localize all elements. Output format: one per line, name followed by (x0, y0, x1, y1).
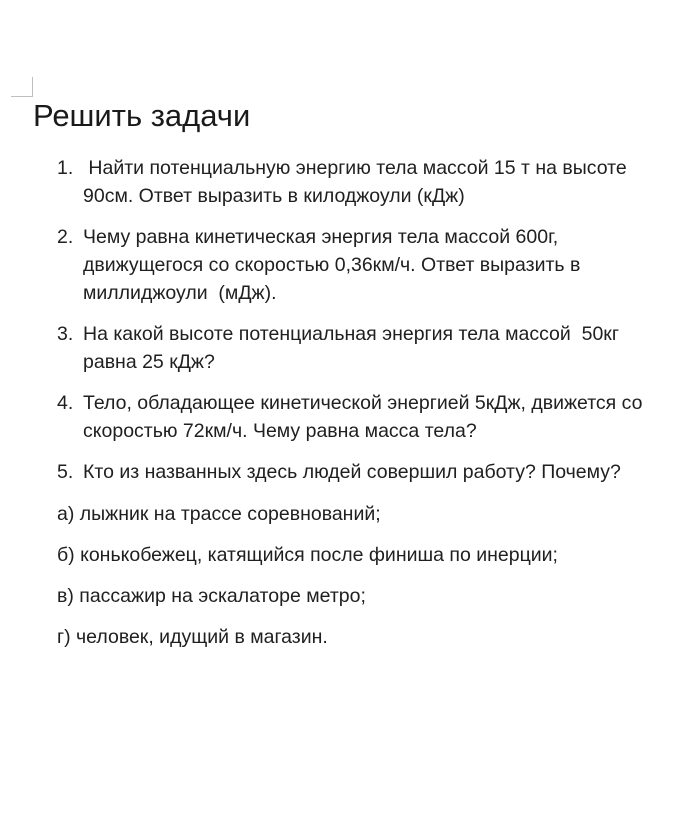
task-number: 4. (57, 392, 74, 414)
corner-marker-vertical (32, 77, 33, 97)
task-line: Кто из названных здесь людей совершил работу? Почему? (83, 461, 621, 483)
task-line: равна 25 кДж? (83, 351, 215, 373)
task-line: скоростью 72км/ч. Чему равна масса тела? (83, 420, 477, 442)
task-item-5 (0, 458, 681, 486)
task-number: 3. (57, 323, 74, 345)
task-item-2 (0, 223, 681, 307)
task-text (83, 223, 663, 307)
task-line: Чему равна кинетическая энергия тела массой 600г, (83, 226, 559, 248)
answer-option-a: а) лыжник на трассе соревнований; (57, 503, 381, 525)
task-number: 5. (57, 461, 74, 483)
answer-options (57, 500, 558, 664)
corner-marker-horizontal (11, 96, 33, 97)
answer-option-d: г) человек, идущий в магазин. (57, 626, 328, 648)
task-text (83, 320, 663, 376)
task-item-3 (0, 320, 681, 376)
task-item-1 (0, 154, 681, 210)
task-line: движущегося со скоростью 0,36км/ч. Ответ выразить в (83, 254, 581, 276)
page-corner-marker (11, 77, 33, 97)
task-line: миллиджоули (мДж). (83, 282, 277, 304)
task-line: На какой высоте потенциальная энергия тела массой 50кг (83, 323, 619, 345)
document-title: Решить задачи (33, 98, 251, 133)
task-line: 90см. Ответ выразить в килоджоули (кДж) (83, 185, 465, 207)
task-number: 2. (57, 226, 74, 248)
task-text (83, 389, 663, 445)
task-line: Найти потенциальную энергию тела массой 15 т на высоте (83, 157, 627, 179)
task-list (0, 154, 681, 499)
task-text (83, 458, 663, 486)
answer-option-b: б) конькобежец, катящийся после финиша по инерции; (57, 544, 558, 566)
task-line: Тело, обладающее кинетической энергией 5кДж, движется со (83, 392, 643, 414)
task-item-4 (0, 389, 681, 445)
answer-option-c: в) пассажир на эскалаторе метро; (57, 585, 366, 607)
task-text (83, 154, 663, 210)
task-number: 1. (57, 157, 74, 179)
